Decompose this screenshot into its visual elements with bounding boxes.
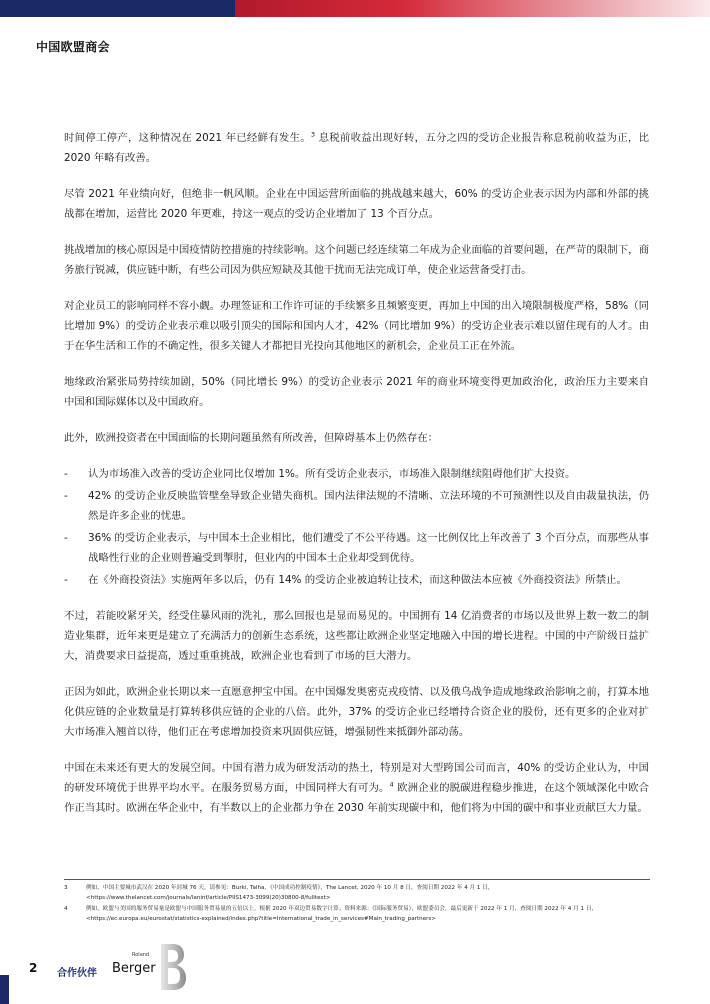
top-color-bar: [0, 0, 710, 17]
footer-navy-strip: [0, 975, 9, 1004]
paragraph-text: 欧洲企业的脱碳进程稳步推进，在这个领域深化中欧合作正当其时。欧洲在华企业中，有半数以上的企业都力争在 2030 年前实现碳中和，他们将为中国的碳中和事业贡献巨大力量。: [64, 782, 649, 814]
list-item-text: 认为市场准入改善的受访企业同比仅增加 1%。所有受访企业表示，市场准入限制继续阻碍他们扩大投资。: [88, 468, 576, 480]
top-bar-navy-segment: [0, 0, 235, 17]
bullet-list: [64, 464, 649, 590]
roland-berger-logo-text: Berger: [112, 961, 156, 976]
footnote-ref[interactable]: 4: [389, 780, 394, 789]
paragraph: 挑战增加的核心原因是中国疫情防控措施的持续影响。这个问题已经连续第二年成为企业面临的首要问题，在严苛的限制下，商务旅行锐减，供应链中断，有些公司因为供应短缺及其他干扰而无法完成订单，使企业运营备受打击。: [64, 244, 649, 276]
list-item-text: 42% 的受访企业反映监管壁垒导致企业错失商机。国内法律法规的不清晰、立法环境的不可预测性以及自由裁量执法，仍然是许多企业的忧患。: [88, 490, 649, 522]
footnote-number: 3: [64, 885, 68, 891]
paragraph: [64, 758, 649, 818]
partner-label: 合作伙伴: [57, 968, 97, 979]
list-item-text: 在《外商投资法》实施两年多以后，仍有 14% 的受访企业被迫转让技术，而这种做法本应被《外商投资法》所禁止。: [88, 574, 627, 586]
page-number: 2: [29, 961, 38, 975]
paragraph: 此外，欧洲投资者在中国面临的长期问题虽然有所改善，但障碍基本上仍然存在：: [64, 432, 439, 444]
footnote-number: 4: [64, 906, 68, 912]
bullet-dash: -: [64, 468, 68, 480]
paragraph-text: 中国在未来还有更大的发展空间。中国有潜力成为研发活动的热土，特别是对大型跨国公司而言，40% 的受访企业认为，中国的研发环境优于世界平均水平。在服务贸易方面，中国同样大有可为。: [64, 762, 649, 794]
paragraph: 地缘政治紧张局势持续加剧，50%（同比增长 9%）的受访企业表示 2021 年的商业环境变得更加政治化，政治压力主要来自中国和国际媒体以及中国政府。: [64, 376, 649, 408]
footnote-divider: [64, 879, 650, 880]
bullet-dash: -: [64, 574, 68, 586]
list-item-text: 36% 的受访企业表示，与中国本土企业相比，他们遭受了不公平待遇。这一比例仅比上年改善了 3 个百分点，而那些从事战略性行业的企业则普遍受到掣肘，但业内的中国本土企业却受到优待。: [88, 532, 649, 564]
top-bar-red-segment: [235, 0, 710, 17]
paragraph: 对企业员工的影响同样不容小觑。办理签证和工作许可证的手续繁多且频繁变更，再加上中国的出入境限制极度严格，58%（同比增加 9%）的受访企业表示难以吸引顶尖的国际和国内人才，42%（同比增加 9%）的受访企业表示难以留住现有的人才。由于在华生活和工作的不确定性，很多关键人才都把目光投向其他地区的新机会，企业员工正在外流。: [64, 300, 649, 352]
header-brand: 中国欧盟商会: [36, 40, 110, 54]
list-item: [64, 528, 649, 568]
paragraph: 正因为如此，欧洲企业长期以来一直愿意押宝中国。在中国爆发奥密克戎疫情、以及俄乌战争造成地缘政治影响之前，打算本地化供应链的企业数量是打算转移供应链的企业的八倍。此外，37% 的受访企业已经增持合资企业的股份，还有更多的企业对扩大市场准入翘首以待，他们正在考虑增加投资来巩固供应链，增强韧性来抵御外部动荡。: [64, 686, 649, 738]
footnote: [64, 883, 650, 903]
list-item: [64, 464, 649, 484]
bullet-dash: -: [64, 490, 68, 502]
list-item: [64, 486, 649, 526]
paragraph: 尽管 2021 年业绩向好，但绝非一帆风顺。企业在中国运营所面临的挑战越来越大，60% 的受访企业表示因为内部和外部的挑战都在增加，运营比 2020 年更难，持这一观点的受访企业增加了 13 个百分点。: [64, 188, 649, 220]
roland-berger-logo-small-text: Roland: [132, 952, 150, 958]
paragraph: [64, 128, 649, 168]
paragraph: 不过，若能咬紧牙关，经受住暴风雨的洗礼，那么回报也是显而易见的。中国拥有 14 亿消费者的市场以及世界上数一数二的制造业集群，近年来更是建立了充满活力的创新生态系统，这些都让欧洲企业坚定地融入中国的增长进程。中国的中产阶级日益扩大，消费要求日益提高，透过重重挑战，欧洲企业也看到了市场的巨大潜力。: [64, 610, 649, 662]
main-text: [64, 128, 649, 834]
footnote-text[interactable]: 例如，欧盟与美国的服务贸易量是欧盟与中国服务贸易量的五倍以上。根据 2020 年双边贸易数字计算；资料来源：《国际服务贸易》，欧盟委员会，最后更新于 2022 年 1 月，查阅日期 2022 年 4 月 1 日，<https://ec.europa.eu/eurostat/statistics-explained/index.php?title=International_trade_in_services#Main_trading_partners>: [86, 906, 598, 922]
paragraph-text: 息税前收益出现好转，五分之四的受访企业报告称息税前收益为正，比 2020 年略有改善。: [64, 132, 649, 164]
paragraph-text: 时间停工停产，这种情况在 2021 年已经鲜有发生。: [64, 132, 311, 144]
bullet-dash: -: [64, 532, 68, 544]
roland-berger-logo-icon: [159, 942, 187, 992]
list-item: [64, 570, 649, 590]
footnote-ref[interactable]: 3: [310, 130, 316, 139]
footnote: [64, 904, 650, 924]
footnotes: [64, 883, 650, 925]
footnote-text[interactable]: 例如，中国主要城市武汉在 2020 年封城 76 天，请参见：Burki, Talha，《中国成功控制疫情》，The Lancet, 2020 年 10 月 8 日，查阅日期 2022 年 4 月 1 日，<https://www.thelancet.com/journals/laninf/article/PIIS1473-3099(20)30800-8/fulltext>: [86, 885, 494, 901]
